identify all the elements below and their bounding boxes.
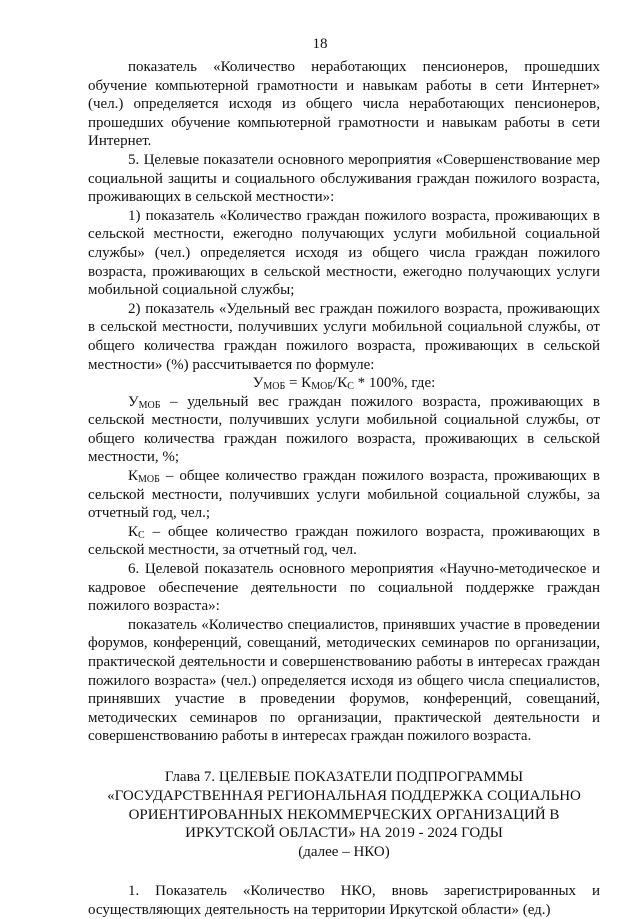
paragraph-term-u-mob [88,393,600,467]
heading-line-1: Глава 7. ЦЕЛЕВЫЕ ПОКАЗАТЕЛИ ПОДПРОГРАММЫ [164,768,524,785]
formula-kc-sub: С [347,381,354,393]
term-u: У [128,393,139,410]
paragraph-mobile-service-share: 2) показатель «Удельный вес граждан пожилого возраста, проживающих в сельской местности, получивших услуги мобильной социальной службы, от общего количества граждан пожилого возраста, проживающих в сельской местности» (%) рассчитывается по формуле: [88,300,600,373]
paragraph-scientific-support: 6. Целевой показатель основного мероприятия «Научно-методическое и кадровое обеспечение деятельности по социальной поддержке граждан пожилого возраста»: [88,561,600,615]
formula-tail: * 100%, где: [353,375,436,392]
formula-eq: = [285,375,302,392]
paragraph-rural-measures: 5. Целевые показатели основного мероприятия «Совершенствование мер социальной защиты и социального обслуживания граждан пожилого возраста, проживающих в сельской местности»: [88,151,600,206]
term-k: К [128,468,139,485]
paragraph-term-k-c [88,523,600,560]
spacer [88,862,600,882]
paragraph-mobile-service-count: 1) показатель «Количество граждан пожилого возраста, проживающих в сельской местности, ежегодно получающих услуги мобильной социальной службы» (чел.) определяется исходя из общего числа граждан пожилого возраста, проживающих в сельской местности, ежегодно получающих услуги мобильной социальной службы; [88,207,600,299]
heading-line-2: «ГОСУДАРСТВЕННАЯ РЕГИОНАЛЬНАЯ ПОДДЕРЖКА СОЦИАЛЬНО [107,787,581,804]
formula [88,374,600,393]
term-kc: К [128,523,139,540]
term-kc-definition: – общее количество граждан пожилого возраста, проживающих в сельской местности, за отчетный год, чел. [88,523,600,559]
page-number: 18 [312,36,328,52]
formula-k: К [301,375,312,392]
term-u-definition: – удельный вес граждан пожилого возраста, проживающих в сельской местности, получивших услуги мобильной социальной службы, от общего количества граждан пожилого возраста, проживающих в сельской местности, %; [88,393,600,466]
paragraph-term-k-mob [88,467,600,523]
formula-u: У [252,375,264,392]
heading-line-4: ИРКУТСКОЙ ОБЛАСТИ» НА 2019 - 2024 ГОДЫ [185,825,503,842]
chapter-heading [88,768,600,862]
term-k-definition: – общее количество граждан пожилого возраста, проживающих в сельской местности, получивших услуги мобильной социальной службы, за отчетный год, чел.; [88,468,600,522]
heading-line-3: ОРИЕНТИРОВАННЫХ НЕКОММЕРЧЕСКИХ ОРГАНИЗАЦИЙ В [128,806,560,823]
term-u-sub: МОБ [138,399,161,411]
paragraph-pensioners-indicator: показатель «Количество неработающих пенсионеров, прошедших обучение компьютерной грамотности и навыкам работы в сети Интернет» (чел.) определяется исходя из общего числа неработающих пенсионеров, прошедших обучение компьютерной грамотности и навыкам работы в сети Интернет. [88,59,600,150]
paragraph-nko-indicator: 1. Показатель «Количество НКО, вновь зарегистрированных и осуществляющих деятельность на территории Иркутской области» (ед.) [88,882,600,918]
formula-slash: / [333,375,338,392]
term-kc-sub: С [138,529,145,541]
heading-line-5: (далее – НКО) [298,844,390,861]
formula-kc: К [337,375,348,392]
formula-u-sub: МОБ [263,381,286,393]
term-k-sub: МОБ [138,474,160,486]
formula-k-sub: МОБ [311,381,334,393]
paragraph-specialists-indicator: показатель «Количество специалистов, принявших участие в проведении форумов, конференций, совещаний, методических семинаров по организации, практической деятельности и совершенствованию работы в интересах граждан пожилого возраста» (чел.) определяется исходя из общего числа специалистов, принявших участие в проведении форумов, конференций, совещаний, методических семинаров по организации, практической деятельности и совершенствованию работы в интересах граждан пожилого возраста. [88,616,600,745]
document-body [88,58,600,919]
